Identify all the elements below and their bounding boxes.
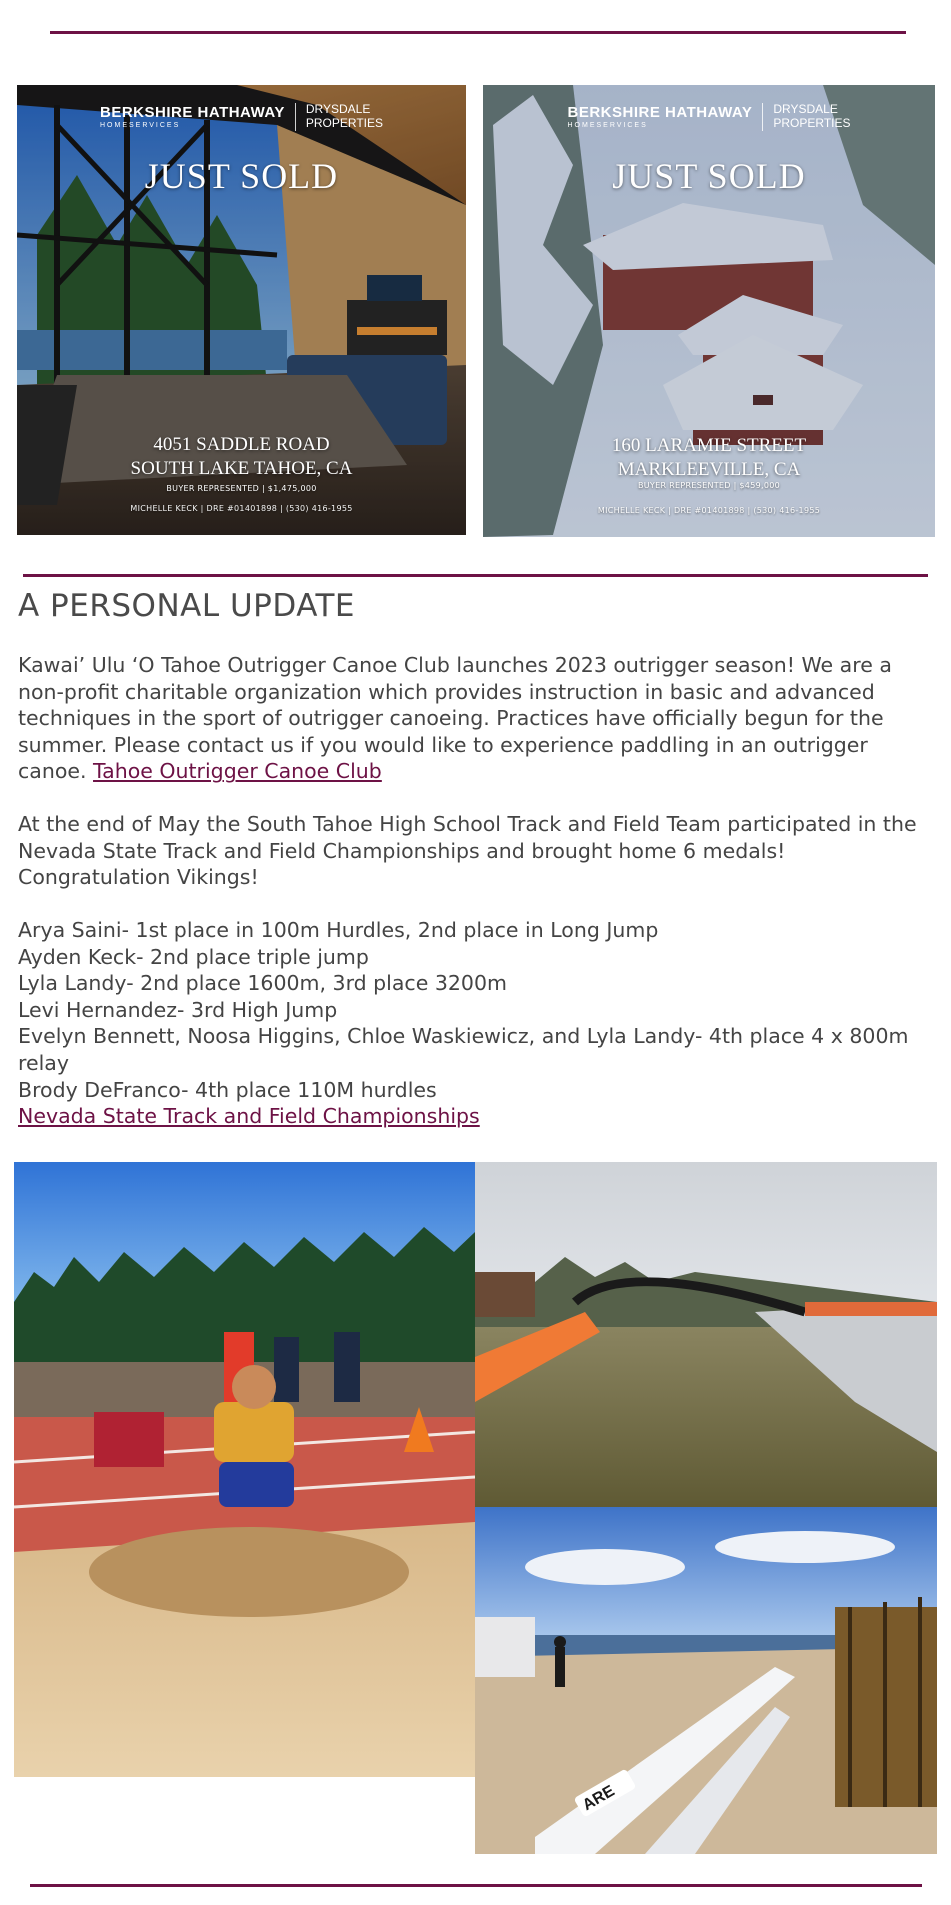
canoe-brand-label: ARE — [579, 1782, 618, 1815]
agent-info: MICHELLE KECK | DRE #01401898 | (530) 416-1955 — [130, 504, 353, 513]
championships-link[interactable]: Nevada State Track and Field Championships — [18, 1104, 480, 1129]
results-list — [18, 917, 938, 1130]
just-sold-card-saddle-road[interactable] — [17, 85, 466, 535]
buyer-represented: BUYER REPRESENTED | $459,000 — [637, 481, 780, 490]
long-jump-photo — [14, 1162, 475, 1777]
canoe-beach-photo — [475, 1507, 937, 1854]
list-item: Arya Saini- 1st place in 100m Hurdles, 2nd place in Long Jump — [18, 918, 659, 942]
buyer-represented: BUYER REPRESENTED | $1,475,000 — [166, 484, 317, 493]
bottom-divider — [30, 1884, 922, 1887]
list-item: Lyla Landy- 2nd place 1600m, 3rd place 3200m — [18, 971, 507, 996]
property-address: 160 LARAMIE STREET MARKLEEVILLE, CA — [611, 435, 807, 480]
list-item: Ayden Keck- 2nd place triple jump — [18, 944, 369, 969]
section-divider — [23, 574, 928, 577]
top-divider — [50, 31, 906, 34]
section-heading: A PERSONAL UPDATE — [18, 588, 356, 624]
property-address: 4051 SADDLE ROAD SOUTH LAKE TAHOE, CA — [130, 434, 353, 479]
canoe-water-photo — [475, 1162, 937, 1507]
list-item: Evelyn Bennett, Noosa Higgins, Chloe Waskiewicz, and Lyla Landy- 4th place 4 x 800m relay — [18, 1024, 909, 1075]
agent-info: MICHELLE KECK | DRE #01401898 | (530) 416-1955 — [597, 506, 821, 515]
canoe-club-paragraph: Kawai’ Ulu ‘O Tahoe Outrigger Canoe Club launches 2023 outrigger season! We are a non-profit charitable organization which provides instruction in basic and advanced techniques in the sport of outrigger canoeing. Practices have officially begun for the summer. Please contact us if you would like to experience paddling in an outrigger canoe. Tahoe Outrigger Canoe Club — [18, 653, 892, 784]
list-item: Levi Hernandez- 3rd High Jump — [18, 997, 338, 1022]
brand-logo: BERKSHIRE HATHAWAY HOMESERVICES DRYSDALE PROPERTIES — [567, 102, 851, 130]
canoe-club-link[interactable]: Tahoe Outrigger Canoe Club — [93, 759, 382, 784]
brand-logo: BERKSHIRE HATHAWAY HOMESERVICES DRYSDALE PROPERTIES — [100, 102, 383, 130]
just-sold-headline: JUST SOLD — [612, 156, 806, 196]
list-item: Brody DeFranco- 4th place 110M hurdles — [18, 1077, 437, 1102]
just-sold-headline: JUST SOLD — [144, 156, 339, 196]
just-sold-card-laramie-street[interactable] — [483, 85, 935, 537]
track-paragraph: At the end of May the South Tahoe High School Track and Field Team participated in the Nevada State Track and Field Championships and brought home 6 medals! Congratulation Vikings! — [18, 812, 917, 890]
